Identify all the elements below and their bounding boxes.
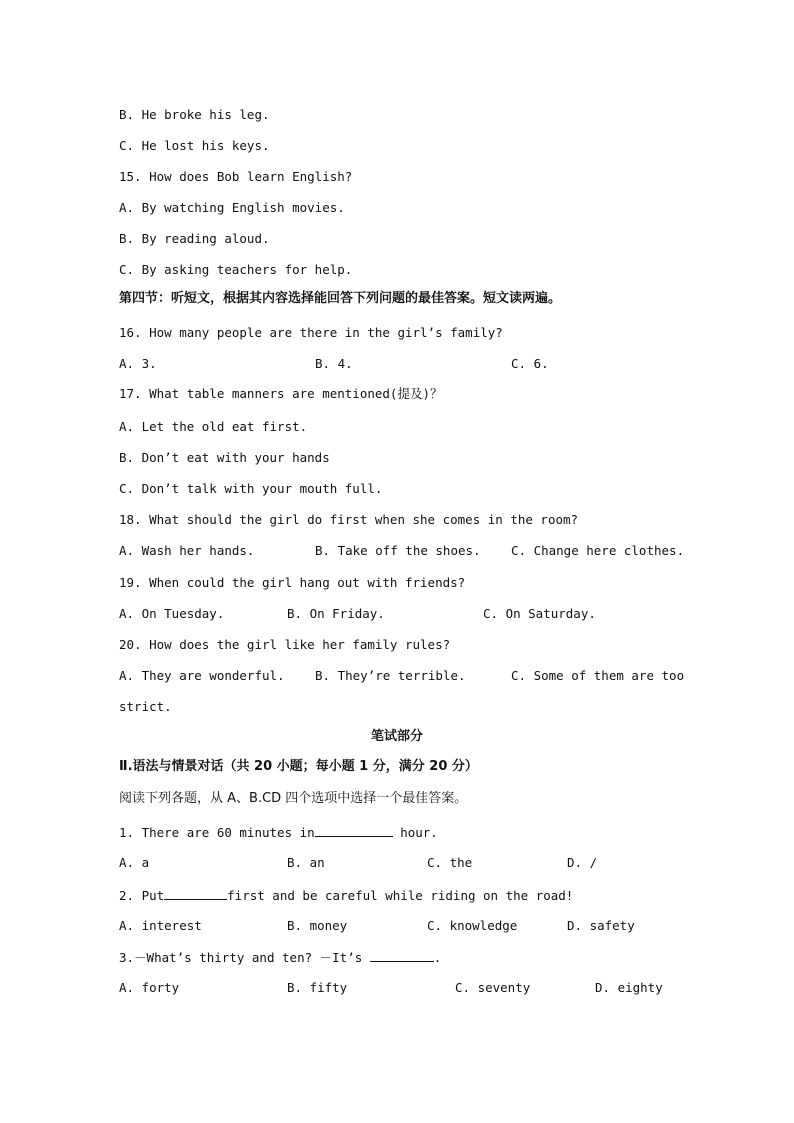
q2-text-after: first and be careful while riding on the road! [227, 888, 574, 903]
q1-question [119, 824, 438, 841]
q19-option-b: B. On Friday. [287, 606, 385, 621]
q15-question: 15. How does Bob learn English? [119, 169, 353, 184]
q18-option-b: B. Take off the shoes. [315, 543, 481, 558]
q15-option-a: A. By watching English movies. [119, 200, 345, 215]
q16-option-c: C. 6. [511, 356, 549, 371]
q15-option-c: C. By asking teachers for help. [119, 262, 353, 277]
q3-option-a: A. forty [119, 980, 180, 995]
q2-option-d: D. safety [567, 918, 635, 933]
q1-option-a: A. a [119, 855, 150, 870]
q17-option-c: C. Don’t talk with your mouth full. [119, 481, 383, 496]
q2-option-b: B. money [287, 918, 348, 933]
q1-text-after: hour. [392, 825, 438, 840]
q3-text-after: . [433, 950, 442, 965]
q17-option-a: A. Let the old eat first. [119, 419, 308, 434]
part-2-instruction: 阅读下列各题，从 A、B.CD 四个选项中选择一个最佳答案。 [119, 791, 468, 806]
q3-text-before: 3.－What’s thirty and ten? －It’s [119, 950, 370, 965]
q1-answer-blank [315, 824, 393, 837]
q3-answer-blank [370, 949, 434, 962]
q19-option-c: C. On Saturday. [483, 606, 596, 621]
q20-option-b: B. They’re terrible. [315, 668, 466, 683]
q17-question: 17. What table manners are mentioned(提及)？ [119, 386, 443, 401]
q1-option-c: C. the [427, 855, 473, 870]
q2-text-before: 2. Put [119, 888, 165, 903]
q20-option-c-continued: strict. [119, 699, 172, 714]
q3-option-b: B. fifty [287, 980, 348, 995]
q2-answer-blank [164, 887, 227, 900]
q20-question: 20. How does the girl like her family rules? [119, 637, 451, 652]
q18-option-c: C. Change here clothes. [511, 543, 685, 558]
section-4-heading: 第四节：听短文，根据其内容选择能回答下列问题的最佳答案。短文读两遍。 [119, 291, 562, 306]
q18-option-a: A. Wash her hands. [119, 543, 255, 558]
q1-text-before: 1. There are 60 minutes in [119, 825, 315, 840]
part-2-heading: Ⅱ.语法与情景对话（共 20 小题；每小题 1 分，满分 20 分） [119, 759, 478, 774]
q16-option-a: A. 3. [119, 356, 157, 371]
q2-option-c: C. knowledge [427, 918, 518, 933]
q1-option-b: B. an [287, 855, 325, 870]
q15-option-b: B. By reading aloud. [119, 231, 270, 246]
q19-option-a: A. On Tuesday. [119, 606, 225, 621]
q16-option-b: B. 4. [315, 356, 353, 371]
q19-question: 19. When could the girl hang out with friends? [119, 575, 466, 590]
q20-option-c: C. Some of them are too [511, 668, 685, 683]
written-section-heading: 笔试部分 [370, 729, 423, 744]
q17-option-b: B. Don’t eat with your hands [119, 450, 330, 465]
q20-option-a: A. They are wonderful. [119, 668, 285, 683]
q3-option-c: C. seventy [455, 980, 531, 995]
q14-option-b: B. He broke his leg. [119, 107, 270, 122]
q3-question [119, 949, 441, 966]
q16-question: 16. How many people are there in the girl’s family? [119, 325, 503, 340]
q18-question: 18. What should the girl do first when she comes in the room? [119, 512, 579, 527]
q3-option-d: D. eighty [595, 980, 663, 995]
q1-option-d: D. / [567, 855, 598, 870]
q2-option-a: A. interest [119, 918, 202, 933]
q2-question [119, 887, 573, 904]
q14-option-c: C. He lost his keys. [119, 138, 270, 153]
